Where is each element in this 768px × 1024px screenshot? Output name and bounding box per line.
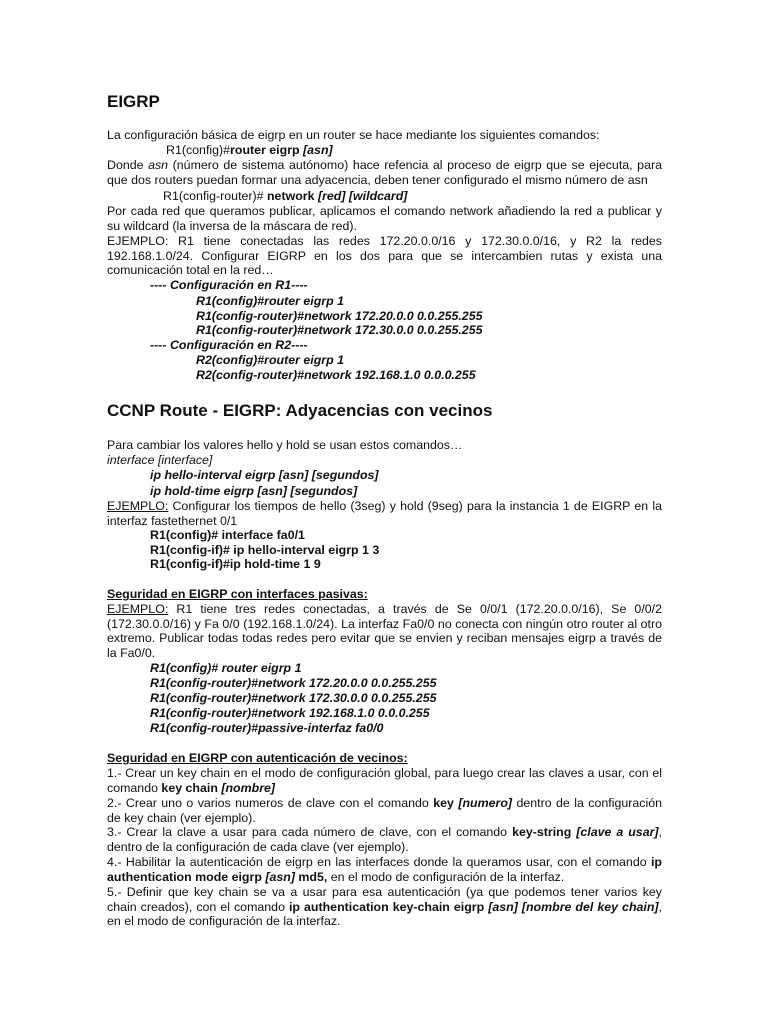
code-line: R1(config)# interface fa0/1 bbox=[150, 528, 305, 542]
step-2: 2.- Crear uno o varios numeros de clave con el comando key [numero] dentro de la configuración de key chain (ver ejemplo). bbox=[107, 796, 663, 825]
intro-text: La configuración básica de eigrp en un router se hace mediante los siguientes comandos: bbox=[107, 128, 600, 142]
interface-line: interface [interface] bbox=[107, 453, 213, 467]
section-title-adyacencias: CCNP Route - EIGRP: Adyacencias con vecinos bbox=[107, 401, 493, 420]
code-line: R1(config-if)# ip hello-interval eigrp 1 3 bbox=[150, 543, 380, 557]
code-line: R1(config-router)#network 192.168.1.0 0.0.0.255 bbox=[150, 706, 430, 720]
router-eigrp-command: R1(config)#router eigrp [asn] bbox=[166, 143, 333, 157]
pasivas-heading: Seguridad en EIGRP con interfaces pasivas: bbox=[107, 587, 368, 601]
r2-config-header: ---- Configuración en R2---- bbox=[150, 338, 308, 352]
code-line: R1(config-router)#network 172.30.0.0 0.0.255.255 bbox=[196, 323, 483, 337]
hello-hold-intro: Para cambiar los valores hello y hold se usan estos comandos… bbox=[107, 438, 463, 452]
code-line: R1(config)#router eigrp 1 bbox=[196, 294, 345, 308]
ejemplo3-paragraph: EJEMPLO: R1 tiene tres redes conectadas, a través de Se 0/0/1 (172.20.0.0/16), Se 0/0/2 (172.30.0.0/16) y Fa 0/0 (192.168.1.0/24). La interfaz Fa0/0 no conecta con ningún otro router al otro extremo. Publicar todas todas redes pero evitar que se envien y reciban mensajes eigrp a través de la Fa0/0. bbox=[107, 602, 662, 660]
step-5: 5.- Definir que key chain se va a usar para esa autenticación (ya que podemos tener varios key chain creados), con el comando ip authentication key-chain eigrp [asn] [nombre del key chain], en el modo de configuración de la interfaz. bbox=[107, 885, 662, 929]
step-4: 4.- Habilitar la autenticación de eigrp en las interfaces donde la queramos usar, con el comando ip authentication mode eigrp [asn] md5, en el modo de configuración de la interfaz. bbox=[107, 855, 662, 884]
step-3: 3.- Crear la clave a usar para cada número de clave, con el comando key-string [clave a usar], dentro de la configuración de cada clave (ver ejemplo). bbox=[107, 825, 662, 854]
donde-paragraph: Donde asn (número de sistema autónomo) hace refencia al proceso de eigrp que se ejecuta, para que dos routers puedan formar una adyacencia, deben tener configurado el mismo número de asn bbox=[107, 158, 662, 187]
code-line: R1(config-if)#ip hold-time 1 9 bbox=[150, 557, 321, 571]
section-title-eigrp: EIGRP bbox=[107, 92, 160, 111]
code-line: R2(config-router)#network 192.168.1.0 0.0.0.255 bbox=[196, 368, 476, 382]
ejemplo2-paragraph: EJEMPLO: Configurar los tiempos de hello (3seg) y hold (9seg) para la instancia 1 de EIGRP en la interfaz fastethernet 0/1 bbox=[107, 499, 662, 528]
code-line: R2(config)#router eigrp 1 bbox=[196, 353, 345, 367]
code-line: R1(config-router)#network 172.20.0.0 0.0.255.255 bbox=[150, 676, 437, 690]
code-line: ip hold-time eigrp [asn] [segundos] bbox=[150, 484, 358, 498]
code-line: R1(config-router)#passive-interfaz fa0/0 bbox=[150, 721, 384, 735]
r1-config-header: ---- Configuración en R1---- bbox=[150, 278, 308, 292]
step-1: 1.- Crear un key chain en el modo de configuración global, para luego crear las claves a usar, con el comando key chain [nombre] bbox=[107, 766, 662, 795]
code-line: ip hello-interval eigrp [asn] [segundos] bbox=[150, 468, 379, 482]
code-line: R1(config-router)#network 172.20.0.0 0.0.255.255 bbox=[196, 309, 483, 323]
ejemplo1-paragraph: EJEMPLO: R1 tiene conectadas las redes 172.20.0.0/16 y 172.30.0.0/16, y R2 la redes 192.168.1.0/24. Configurar EIGRP en los dos para que se intercambien rutas y exista una comunicación total en la red… bbox=[107, 234, 662, 278]
autenticacion-heading: Seguridad en EIGRP con autenticación de vecinos: bbox=[107, 751, 408, 765]
code-line: R1(config)# router eigrp 1 bbox=[150, 661, 302, 675]
code-line: R1(config-router)#network 172.30.0.0 0.0.255.255 bbox=[150, 691, 437, 705]
network-command: R1(config-router)# network [red] [wildcard] bbox=[163, 189, 408, 203]
porcada-paragraph: Por cada red que queramos publicar, aplicamos el comando network añadiendo la red a publicar y su wildcard (la inversa de la máscara de red). bbox=[107, 204, 662, 233]
